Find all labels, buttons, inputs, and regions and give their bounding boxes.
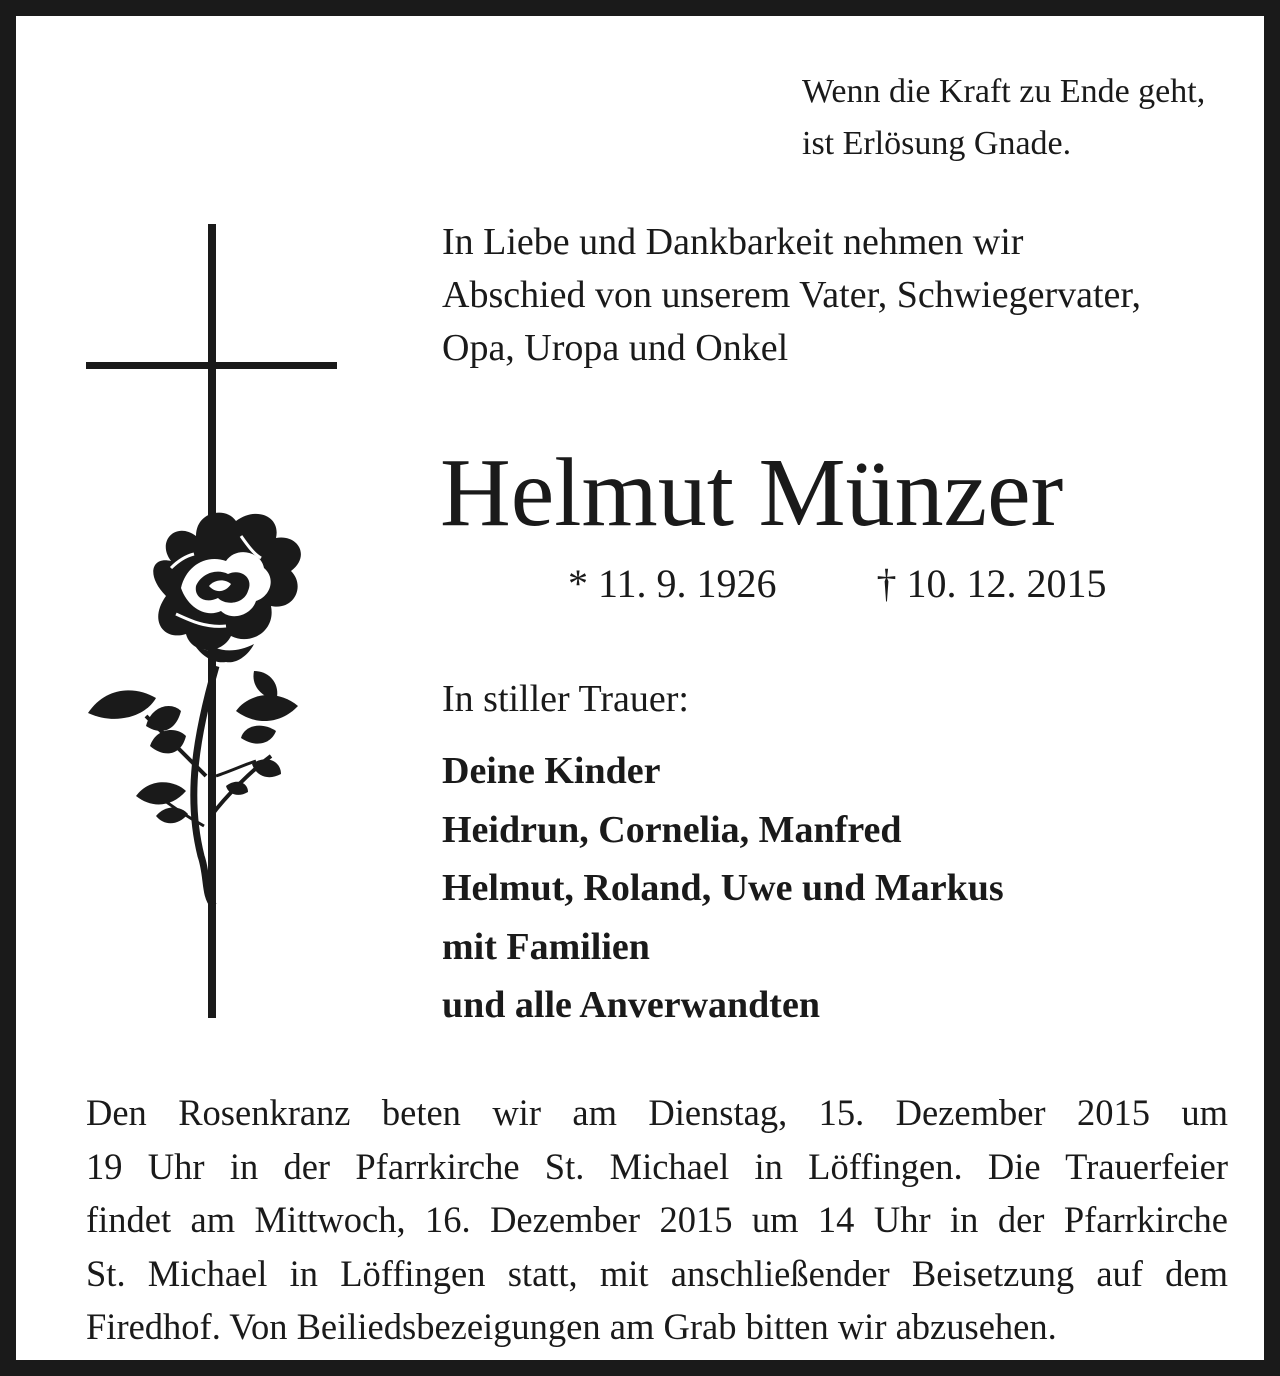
- notice-line: St. Michael in Löffingen statt, mit anschließender Beisetzung auf dem: [86, 1252, 1228, 1294]
- notice-line: 19 Uhr in der Pfarrkirche St. Michael in Löffingen. Die Trauerfeier: [86, 1145, 1228, 1187]
- mourners-list: [442, 742, 1262, 1035]
- intro-text: [442, 216, 1262, 375]
- intro-line: In Liebe und Dankbarkeit nehmen wir: [442, 221, 1024, 263]
- birth-date: * 11. 9. 1926: [568, 561, 777, 606]
- mourner-line: Helmut, Roland, Uwe und Markus: [442, 867, 1004, 909]
- service-notice: [86, 1086, 1228, 1354]
- notice-line: Firedhof. Von Beiliedsbezeigungen am Grab bitten wir abzusehen.: [86, 1306, 1057, 1347]
- intro-line: Abschied von unserem Vater, Schwiegervater,: [442, 274, 1142, 316]
- intro-line: Opa, Uropa und Onkel: [442, 327, 789, 369]
- motto-line: ist Erlösung Gnade.: [802, 125, 1072, 162]
- cross-horizontal-beam: [86, 362, 337, 369]
- mourner-line: Deine Kinder: [442, 750, 661, 792]
- mourners-label: In stiller Trauer:: [442, 678, 689, 720]
- notice-line: findet am Mittwoch, 16. Dezember 2015 um 14 Uhr in der Pfarrkirche: [86, 1199, 1228, 1240]
- notice-line: Den Rosenkranz beten wir am Dienstag, 15. Dezember 2015 um: [86, 1092, 1228, 1133]
- mourner-line: und alle Anverwandten: [442, 984, 820, 1026]
- motto-line: Wenn die Kraft zu Ende geht,: [802, 73, 1206, 110]
- life-dates: [568, 556, 1268, 612]
- deceased-name: Helmut Münzer: [440, 439, 1064, 547]
- motto-quote: [802, 66, 1262, 170]
- mourner-line: Heidrun, Cornelia, Manfred: [442, 808, 902, 851]
- death-date: † 10. 12. 2015: [876, 561, 1107, 606]
- cross-with-rose-icon: [76, 216, 356, 1026]
- mourner-line: mit Familien: [442, 925, 650, 968]
